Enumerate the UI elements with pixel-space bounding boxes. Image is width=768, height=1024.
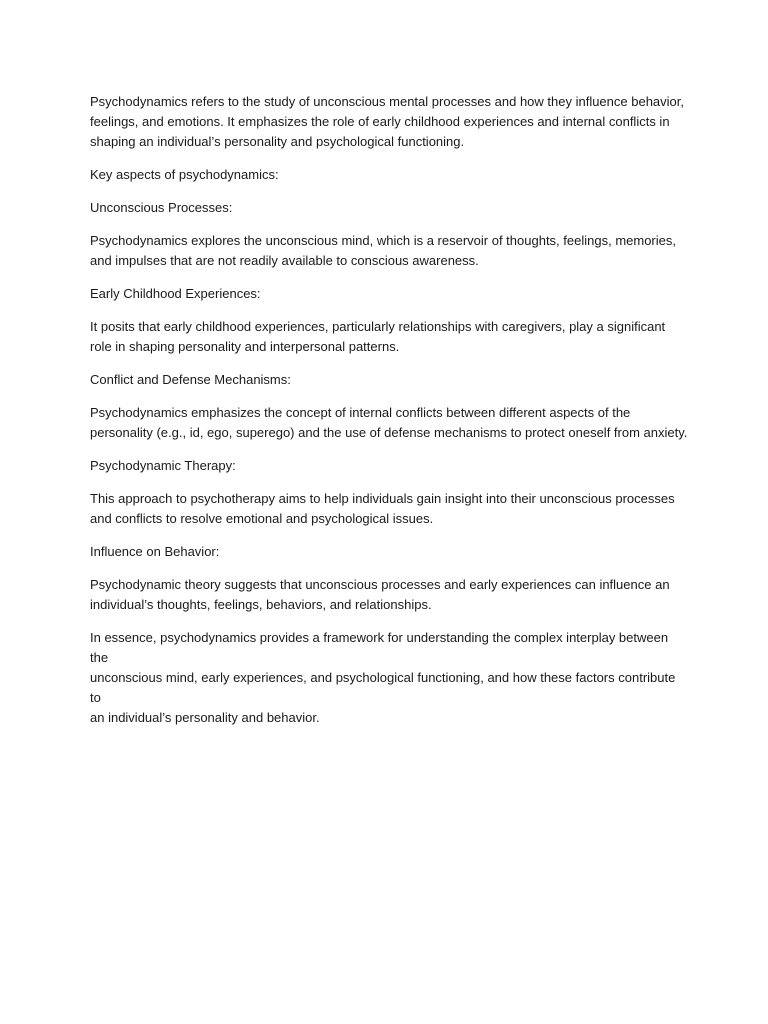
section-heading-influence-behavior: Influence on Behavior: [90, 544, 220, 559]
key-aspects-heading: Key aspects of psychodynamics: [90, 167, 279, 182]
document-body [90, 92, 688, 741]
intro-paragraph: Psychodynamics refers to the study of unconscious mental processes and how they influence behavior, feelings, and emotions. It emphasizes the role of early childhood experiences and internal conflicts in shaping an individual’s personality and psychological functioning. [90, 94, 684, 149]
section-heading-conflict-defense: Conflict and Defense Mechanisms: [90, 372, 291, 387]
section-heading-unconscious-processes: Unconscious Processes: [90, 200, 233, 215]
section-body-unconscious-processes: Psychodynamics explores the unconscious mind, which is a reservoir of thoughts, feelings, memories, and impulses that are not readily available to conscious awareness. [90, 233, 676, 268]
section-body-psychodynamic-therapy: This approach to psychotherapy aims to help individuals gain insight into their unconscious processes and conflicts to resolve emotional and psychological issues. [90, 491, 675, 526]
section-body-influence-behavior: Psychodynamic theory suggests that unconscious processes and early experiences can influence an individual’s thoughts, feelings, behaviors, and relationships. [90, 577, 670, 612]
section-heading-early-childhood: Early Childhood Experiences: [90, 286, 261, 301]
section-body-early-childhood: It posits that early childhood experiences, particularly relationships with caregivers, play a significant role in shaping personality and interpersonal patterns. [90, 319, 666, 354]
section-heading-psychodynamic-therapy: Psychodynamic Therapy: [90, 458, 236, 473]
section-body-conflict-defense: Psychodynamics emphasizes the concept of internal conflicts between different aspects of the personality (e.g., id, ego, superego) and the use of defense mechanisms to protect oneself from anxiety. [90, 405, 688, 440]
conclusion-paragraph: In essence, psychodynamics provides a framework for understanding the complex interplay between the unconscious mind, early experiences, and psychological functioning, and how these factors contribute to an individual’s personality and behavior. [90, 630, 676, 725]
